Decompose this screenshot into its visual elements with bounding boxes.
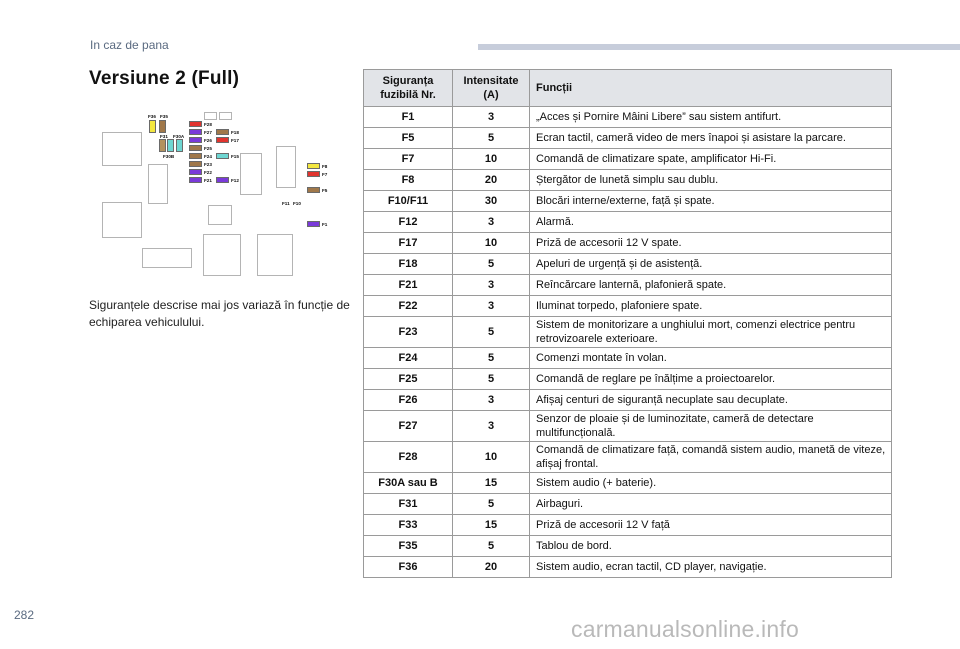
fuse-number: F18 — [364, 254, 453, 275]
watermark: carmanualsonline.info — [571, 616, 799, 642]
table-row — [364, 390, 892, 411]
diagram-block — [276, 146, 296, 188]
table-row — [364, 233, 892, 254]
fuse-function: Reîncărcare lanternă, plafonieră spate. — [530, 275, 892, 296]
fuse-f30a — [176, 139, 183, 152]
fuse-amperage: 3 — [453, 275, 530, 296]
fuse-function: Ștergător de lunetă simplu sau dublu. — [530, 170, 892, 191]
fuse-amperage: 3 — [453, 411, 530, 442]
fuse-amperage: 5 — [453, 128, 530, 149]
table-row — [364, 296, 892, 317]
fuse-label-f8: F8 — [322, 164, 328, 169]
fuse-amperage: 10 — [453, 149, 530, 170]
fuse-label-f21: F21 — [204, 178, 212, 183]
fuse-label-f11: F11 — [282, 201, 290, 206]
fuse-f36 — [149, 120, 156, 133]
table-row — [364, 254, 892, 275]
fuse-f35 — [159, 120, 166, 133]
fuse-function: Ecran tactil, cameră video de mers înapoi și asistare la parcare. — [530, 128, 892, 149]
fuse-number: F1 — [364, 107, 453, 128]
fuse-f7 — [307, 171, 320, 177]
fuse-number: F28 — [364, 442, 453, 473]
fuse-number: F30A sau B — [364, 473, 453, 494]
fuse-amperage: 3 — [453, 296, 530, 317]
fuse-label-f15: F15 — [231, 154, 239, 159]
fuse-amperage: 15 — [453, 473, 530, 494]
fuse-number: F27 — [364, 411, 453, 442]
fuse-f24 — [189, 153, 202, 159]
fuse-label-f26: F26 — [204, 138, 212, 143]
fuse-label-f25: F25 — [204, 146, 212, 151]
fuse-label-f28: F28 — [204, 122, 212, 127]
fuse-label-f18: F18 — [231, 130, 239, 135]
fuse-number: F8 — [364, 170, 453, 191]
fuse-function: Apeluri de urgență și de asistență. — [530, 254, 892, 275]
fuse-f17 — [216, 137, 229, 143]
fuse-function: Sistem audio (+ baterie). — [530, 473, 892, 494]
table-row — [364, 170, 892, 191]
fuse-f28 — [189, 121, 202, 127]
fuse-label-f7: F7 — [322, 172, 328, 177]
fuse-f31 — [167, 139, 174, 152]
fuse-function: Blocări interne/externe, față și spate. — [530, 191, 892, 212]
fuse-f27 — [189, 129, 202, 135]
fuse-amperage: 15 — [453, 515, 530, 536]
table-row — [364, 191, 892, 212]
page-number: 282 — [14, 608, 35, 622]
fuse-function: Sistem audio, ecran tactil, CD player, navigație. — [530, 557, 892, 578]
fuse-f22 — [189, 169, 202, 175]
fuse-number: F23 — [364, 317, 453, 348]
fuse-label-f23: F23 — [204, 162, 212, 167]
fuse-amperage: 5 — [453, 536, 530, 557]
fuse-number: F22 — [364, 296, 453, 317]
fuse-function: Comandă de climatizare spate, amplificator Hi-Fi. — [530, 149, 892, 170]
fuse-number: F17 — [364, 233, 453, 254]
fuse-f26 — [189, 137, 202, 143]
fuse-amperage: 5 — [453, 348, 530, 369]
fuse-box-diagram — [100, 108, 334, 278]
fuse-function: Afișaj centuri de siguranță necuplate sau decuplate. — [530, 390, 892, 411]
fuse-function: Priză de accesorii 12 V spate. — [530, 233, 892, 254]
fuse-f8 — [307, 163, 320, 169]
table-row — [364, 536, 892, 557]
fuse-number: F36 — [364, 557, 453, 578]
diagram-block — [219, 112, 232, 120]
fuse-function: Iluminat torpedo, plafoniere spate. — [530, 296, 892, 317]
section-header: In caz de pana — [90, 38, 169, 52]
table-row — [364, 212, 892, 233]
fuse-label-f31: F31 — [160, 134, 168, 139]
fuse-amperage: 5 — [453, 494, 530, 515]
fuse-function: Alarmă. — [530, 212, 892, 233]
diagram-block — [240, 153, 262, 195]
table-row — [364, 473, 892, 494]
fuse-f30b — [159, 139, 166, 152]
diagram-block — [102, 132, 142, 166]
fuse-f12 — [216, 177, 229, 183]
fuse-amperage: 3 — [453, 390, 530, 411]
fuse-label-f5: F5 — [322, 188, 328, 193]
diagram-block — [102, 202, 142, 238]
fuse-label-f17: F17 — [231, 138, 239, 143]
diagram-block — [257, 234, 293, 276]
fuse-label-f35: F35 — [160, 114, 168, 119]
fuse-f21 — [189, 177, 202, 183]
fuse-amperage: 3 — [453, 107, 530, 128]
table-row — [364, 369, 892, 390]
fuse-number: F35 — [364, 536, 453, 557]
table-header-row — [364, 70, 892, 107]
fuse-f18 — [216, 129, 229, 135]
fuse-amperage: 5 — [453, 369, 530, 390]
table-row — [364, 411, 892, 442]
fuse-amperage: 30 — [453, 191, 530, 212]
fuse-label-f36: F36 — [148, 114, 156, 119]
fuse-label-f27: F27 — [204, 130, 212, 135]
diagram-block — [142, 248, 192, 268]
page-title: Versiune 2 (Full) — [89, 68, 240, 89]
header-bar — [478, 44, 960, 50]
fuse-amperage: 3 — [453, 212, 530, 233]
fuse-f25 — [189, 145, 202, 151]
fuse-number: F24 — [364, 348, 453, 369]
fuse-function: Comandă de reglare pe înălțime a proiectoarelor. — [530, 369, 892, 390]
fuse-amperage: 20 — [453, 557, 530, 578]
header-fuse-number: Siguranța fuzibilă Nr. — [364, 70, 453, 107]
fuse-number: F25 — [364, 369, 453, 390]
fuse-f23 — [189, 161, 202, 167]
table-row — [364, 442, 892, 473]
fuse-function: Priză de accesorii 12 V față — [530, 515, 892, 536]
fuse-f5 — [307, 187, 320, 193]
fuse-number: F31 — [364, 494, 453, 515]
diagram-block — [208, 205, 232, 225]
fuse-amperage: 20 — [453, 170, 530, 191]
diagram-block — [148, 164, 168, 204]
fuse-function: Tablou de bord. — [530, 536, 892, 557]
fuse-amperage: 10 — [453, 442, 530, 473]
fuse-amperage: 5 — [453, 254, 530, 275]
fuse-function: „Acces și Pornire Mâini Libere” sau sistem antifurt. — [530, 107, 892, 128]
fuse-function: Airbaguri. — [530, 494, 892, 515]
table-row — [364, 348, 892, 369]
table-row — [364, 557, 892, 578]
fuse-label-f12: F12 — [231, 178, 239, 183]
fuse-table — [363, 69, 892, 578]
fuse-function: Sistem de monitorizare a unghiului mort, comenzi electrice pentru retrovizoarele exterioare. — [530, 317, 892, 348]
fuse-label-f30a: F30A — [173, 134, 185, 139]
fuse-amperage: 5 — [453, 317, 530, 348]
note-text: Siguranțele descrise mai jos variază în funcție de echiparea vehiculului. — [89, 298, 350, 329]
fuse-number: F10/F11 — [364, 191, 453, 212]
fuse-function: Comenzi montate în volan. — [530, 348, 892, 369]
fuse-function: Senzor de ploaie și de luminozitate, cameră de detectare multifuncțională. — [530, 411, 892, 442]
diagram-block — [204, 112, 217, 120]
table-row — [364, 494, 892, 515]
fuse-number: F5 — [364, 128, 453, 149]
fuse-number: F7 — [364, 149, 453, 170]
table-row — [364, 275, 892, 296]
fuse-number: F33 — [364, 515, 453, 536]
table-row — [364, 515, 892, 536]
header-amperage: Intensitate (A) — [453, 70, 530, 107]
fuse-f1 — [307, 221, 320, 227]
diagram-block — [203, 234, 241, 276]
table-row — [364, 128, 892, 149]
fuse-number: F26 — [364, 390, 453, 411]
fuse-label-f1: F1 — [322, 222, 328, 227]
fuse-label-f10: F10 — [293, 201, 301, 206]
fuse-number: F21 — [364, 275, 453, 296]
table-row — [364, 317, 892, 348]
fuse-amperage: 10 — [453, 233, 530, 254]
fuse-label-f24: F24 — [204, 154, 212, 159]
fuse-f15 — [216, 153, 229, 159]
header-function: Funcții — [530, 70, 892, 107]
fuse-label-f30b: F30B — [163, 154, 175, 159]
table-row — [364, 149, 892, 170]
table-row — [364, 107, 892, 128]
fuse-function: Comandă de climatizare față, comandă sistem audio, manetă de viteze, afișaj frontal. — [530, 442, 892, 473]
fuse-number: F12 — [364, 212, 453, 233]
fuse-label-f22: F22 — [204, 170, 212, 175]
